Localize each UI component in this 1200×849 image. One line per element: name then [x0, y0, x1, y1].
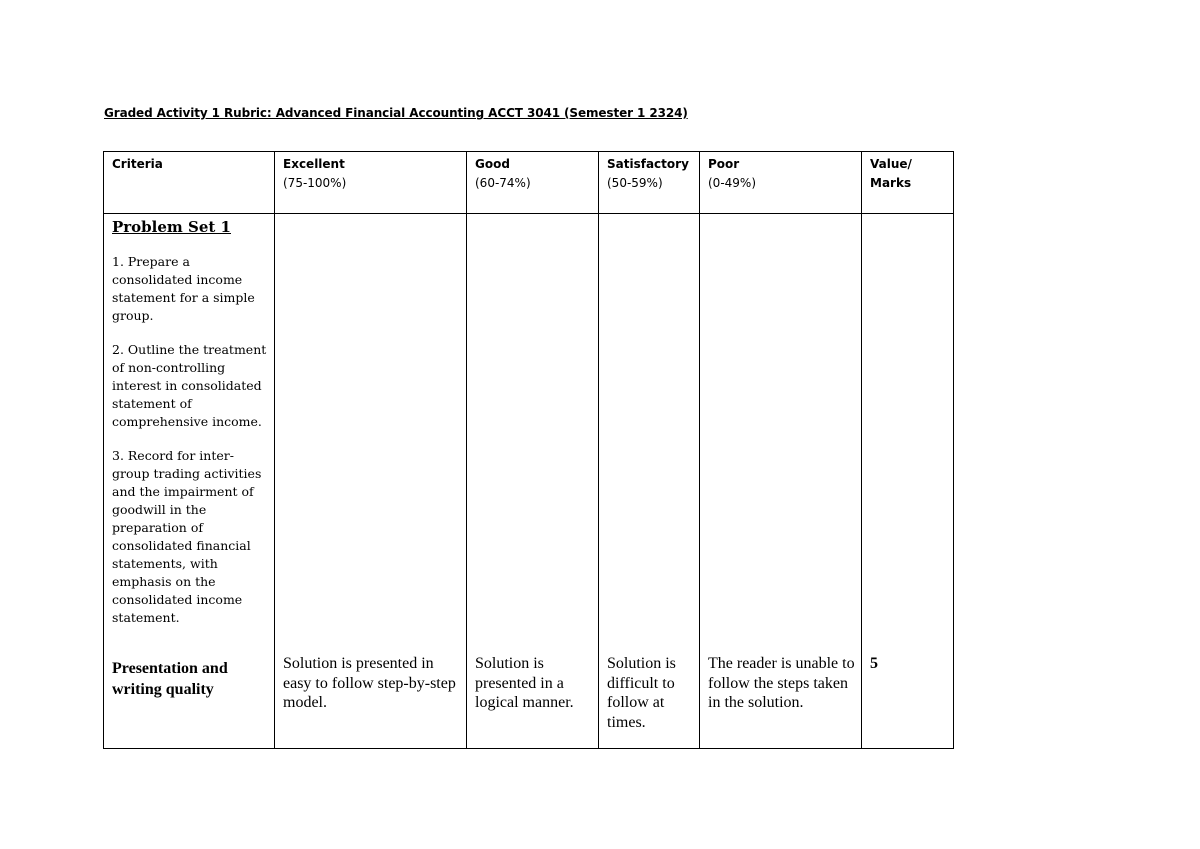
header-value-marks: [862, 152, 954, 214]
problem-item-1: 1. Prepare a consolidated income statement for a simple group.: [112, 254, 255, 323]
satisfactory-cell: [599, 214, 700, 749]
header-poor-range: (0-49%): [708, 176, 756, 190]
header-excellent: [275, 152, 467, 214]
marks-value: 5: [870, 655, 878, 672]
problem-item-3: 3. Record for inter-group trading activities and the impairment of goodwill in the preparation of consolidated financial statements, with emphasis on the consolidated income statement.: [112, 448, 262, 625]
header-excellent-label: Excellent: [283, 157, 345, 171]
excellent-cell: [275, 214, 467, 749]
criteria-row: [104, 214, 954, 749]
header-value-label: Value/: [870, 157, 912, 171]
poor-description: The reader is unable to follow the steps taken in the solution.: [708, 655, 855, 711]
good-cell: [467, 214, 599, 749]
presentation-criterion: Presentation and writing quality: [112, 660, 228, 698]
header-good-label: Good: [475, 157, 510, 171]
header-satisfactory-range: (50-59%): [607, 176, 663, 190]
header-row: [104, 152, 954, 214]
marks-cell: [862, 214, 954, 749]
header-poor-label: Poor: [708, 157, 740, 171]
header-satisfactory: [599, 152, 700, 214]
problem-item-2: 2. Outline the treatment of non-controlling interest in consolidated statement of comprehensive income.: [112, 342, 267, 429]
header-good-range: (60-74%): [475, 176, 531, 190]
header-poor: [700, 152, 862, 214]
good-description: Solution is presented in a logical manner.: [475, 655, 574, 711]
document-title: Graded Activity 1 Rubric: Advanced Financial Accounting ACCT 3041 (Semester 1 2324): [104, 106, 688, 120]
header-excellent-range: (75-100%): [283, 176, 347, 190]
header-good: [467, 152, 599, 214]
satisfactory-description: Solution is difficult to follow at times.: [607, 655, 676, 731]
header-criteria: [104, 152, 275, 214]
excellent-description: Solution is presented in easy to follow step-by-step model.: [283, 655, 456, 711]
header-criteria-label: Criteria: [112, 157, 163, 171]
problem-set-heading: Problem Set 1: [112, 218, 231, 236]
header-marks-label: Marks: [870, 176, 912, 190]
rubric-table: [103, 151, 954, 749]
criteria-cell: [104, 214, 275, 749]
header-satisfactory-label: Satisfactory: [607, 157, 689, 171]
poor-cell: [700, 214, 862, 749]
problem-set-block: [104, 214, 274, 627]
